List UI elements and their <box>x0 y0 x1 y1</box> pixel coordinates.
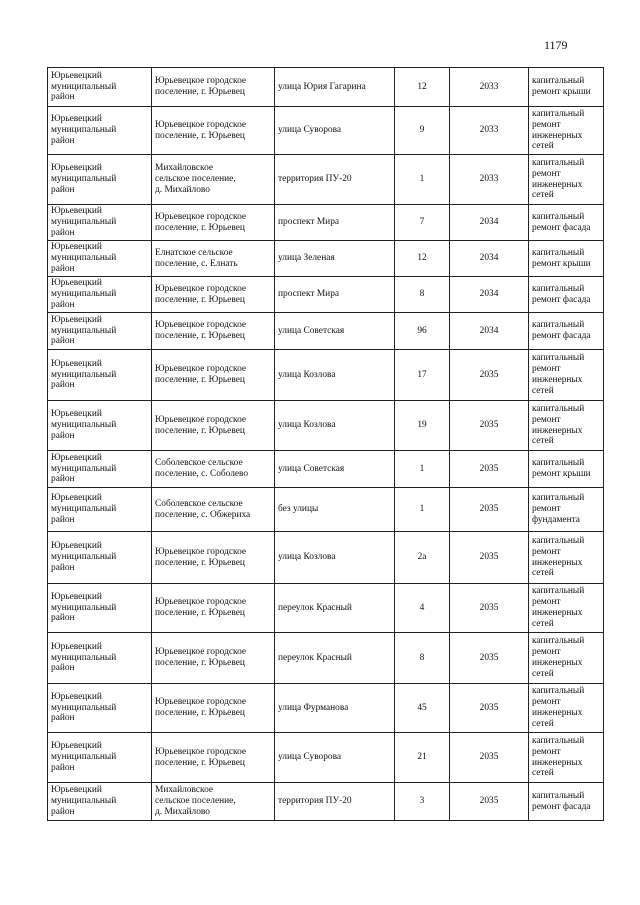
street-cell: проспект Мира <box>275 205 395 241</box>
year-cell: 2035 <box>450 488 529 532</box>
street-cell: без улицы <box>275 488 395 532</box>
settlement-cell: Соболевское сельское поселение, с. Соболево <box>152 451 275 488</box>
year-cell: 2034 <box>450 277 529 313</box>
settlement-cell: Юрьевецкое городское поселение, г. Юрьевец <box>152 350 275 401</box>
district-cell: Юрьевецкий муниципальный район <box>48 633 152 684</box>
house-number-cell: 12 <box>395 68 450 107</box>
street-cell: улица Козлова <box>275 401 395 451</box>
house-number-cell: 8 <box>395 633 450 684</box>
year-cell: 2035 <box>450 733 529 783</box>
year-cell: 2033 <box>450 68 529 107</box>
table-row <box>48 633 604 684</box>
district-cell: Юрьевецкий муниципальный район <box>48 205 152 241</box>
work-type-cell: капитальный ремонт инженерных сетей <box>529 350 604 401</box>
year-cell: 2035 <box>450 783 529 821</box>
settlement-cell: Юрьевецкое городское поселение, г. Юрьевец <box>152 205 275 241</box>
year-cell: 2033 <box>450 155 529 205</box>
street-cell: переулок Красный <box>275 584 395 633</box>
street-cell: территория ПУ-20 <box>275 155 395 205</box>
table-row <box>48 350 604 401</box>
work-type-cell: капитальный ремонт крыши <box>529 68 604 107</box>
work-type-cell: капитальный ремонт фасада <box>529 313 604 350</box>
settlement-cell: Юрьевецкое городское поселение, г. Юрьевец <box>152 313 275 350</box>
table-row <box>48 401 604 451</box>
house-number-cell: 1 <box>395 451 450 488</box>
district-cell: Юрьевецкий муниципальный район <box>48 684 152 733</box>
table-row <box>48 684 604 733</box>
table-row <box>48 488 604 532</box>
house-number-cell: 21 <box>395 733 450 783</box>
work-type-cell: капитальный ремонт инженерных сетей <box>529 107 604 155</box>
street-cell: улица Козлова <box>275 532 395 584</box>
house-number-cell: 7 <box>395 205 450 241</box>
year-cell: 2035 <box>450 532 529 584</box>
table-row <box>48 584 604 633</box>
house-number-cell: 45 <box>395 684 450 733</box>
house-number-cell: 96 <box>395 313 450 350</box>
district-cell: Юрьевецкий муниципальный район <box>48 241 152 277</box>
district-cell: Юрьевецкий муниципальный район <box>48 107 152 155</box>
work-type-cell: капитальный ремонт инженерных сетей <box>529 584 604 633</box>
table-row <box>48 205 604 241</box>
district-cell: Юрьевецкий муниципальный район <box>48 451 152 488</box>
district-cell: Юрьевецкий муниципальный район <box>48 155 152 205</box>
street-cell: улица Советская <box>275 313 395 350</box>
work-type-cell: капитальный ремонт инженерных сетей <box>529 633 604 684</box>
settlement-cell: Соболевское сельское поселение, с. Обжериха <box>152 488 275 532</box>
house-number-cell: 17 <box>395 350 450 401</box>
table-row <box>48 277 604 313</box>
settlement-cell: Юрьевецкое городское поселение, г. Юрьевец <box>152 733 275 783</box>
settlement-cell: Михайловское сельское поселение, д. Михайлово <box>152 783 275 821</box>
street-cell: улица Суворова <box>275 733 395 783</box>
settlement-cell: Юрьевецкое городское поселение, г. Юрьевец <box>152 532 275 584</box>
house-number-cell: 2а <box>395 532 450 584</box>
district-cell: Юрьевецкий муниципальный район <box>48 68 152 107</box>
settlement-cell: Михайловское сельское поселение, д. Михайлово <box>152 155 275 205</box>
house-number-cell: 9 <box>395 107 450 155</box>
work-type-cell: капитальный ремонт фасада <box>529 277 604 313</box>
street-cell: проспект Мира <box>275 277 395 313</box>
table-row <box>48 241 604 277</box>
street-cell: улица Зеленая <box>275 241 395 277</box>
table-row <box>48 155 604 205</box>
settlement-cell: Елнатское сельское поселение, с. Елнать <box>152 241 275 277</box>
table-row <box>48 783 604 821</box>
work-type-cell: капитальный ремонт инженерных сетей <box>529 401 604 451</box>
house-number-cell: 8 <box>395 277 450 313</box>
year-cell: 2035 <box>450 633 529 684</box>
street-cell: улица Суворова <box>275 107 395 155</box>
year-cell: 2035 <box>450 350 529 401</box>
work-type-cell: капитальный ремонт крыши <box>529 241 604 277</box>
table-row <box>48 733 604 783</box>
district-cell: Юрьевецкий муниципальный район <box>48 584 152 633</box>
table-row <box>48 313 604 350</box>
settlement-cell: Юрьевецкое городское поселение, г. Юрьевец <box>152 107 275 155</box>
work-type-cell: капитальный ремонт фундамента <box>529 488 604 532</box>
work-type-cell: капитальный ремонт инженерных сетей <box>529 532 604 584</box>
work-type-cell: капитальный ремонт инженерных сетей <box>529 733 604 783</box>
repair-schedule-table <box>47 67 604 821</box>
settlement-cell: Юрьевецкое городское поселение, г. Юрьевец <box>152 68 275 107</box>
table-row <box>48 532 604 584</box>
house-number-cell: 4 <box>395 584 450 633</box>
year-cell: 2035 <box>450 401 529 451</box>
district-cell: Юрьевецкий муниципальный район <box>48 277 152 313</box>
year-cell: 2034 <box>450 205 529 241</box>
table-row <box>48 451 604 488</box>
year-cell: 2034 <box>450 241 529 277</box>
year-cell: 2033 <box>450 107 529 155</box>
table-row <box>48 107 604 155</box>
settlement-cell: Юрьевецкое городское поселение, г. Юрьевец <box>152 633 275 684</box>
settlement-cell: Юрьевецкое городское поселение, г. Юрьевец <box>152 277 275 313</box>
year-cell: 2034 <box>450 313 529 350</box>
year-cell: 2035 <box>450 584 529 633</box>
district-cell: Юрьевецкий муниципальный район <box>48 532 152 584</box>
district-cell: Юрьевецкий муниципальный район <box>48 313 152 350</box>
house-number-cell: 3 <box>395 783 450 821</box>
year-cell: 2035 <box>450 684 529 733</box>
house-number-cell: 1 <box>395 488 450 532</box>
settlement-cell: Юрьевецкое городское поселение, г. Юрьевец <box>152 584 275 633</box>
street-cell: переулок Красный <box>275 633 395 684</box>
street-cell: территория ПУ-20 <box>275 783 395 821</box>
table-row <box>48 68 604 107</box>
street-cell: улица Козлова <box>275 350 395 401</box>
street-cell: улица Советская <box>275 451 395 488</box>
work-type-cell: капитальный ремонт фасада <box>529 205 604 241</box>
settlement-cell: Юрьевецкое городское поселение, г. Юрьевец <box>152 401 275 451</box>
work-type-cell: капитальный ремонт инженерных сетей <box>529 684 604 733</box>
year-cell: 2035 <box>450 451 529 488</box>
page-number: 1179 <box>544 38 568 52</box>
work-type-cell: капитальный ремонт фасада <box>529 783 604 821</box>
street-cell: улица Фурманова <box>275 684 395 733</box>
district-cell: Юрьевецкий муниципальный район <box>48 488 152 532</box>
house-number-cell: 19 <box>395 401 450 451</box>
street-cell: улица Юрия Гагарина <box>275 68 395 107</box>
district-cell: Юрьевецкий муниципальный район <box>48 733 152 783</box>
house-number-cell: 12 <box>395 241 450 277</box>
district-cell: Юрьевецкий муниципальный район <box>48 401 152 451</box>
house-number-cell: 1 <box>395 155 450 205</box>
work-type-cell: капитальный ремонт инженерных сетей <box>529 155 604 205</box>
work-type-cell: капитальный ремонт крыши <box>529 451 604 488</box>
repair-schedule-body <box>48 68 604 821</box>
district-cell: Юрьевецкий муниципальный район <box>48 350 152 401</box>
settlement-cell: Юрьевецкое городское поселение, г. Юрьевец <box>152 684 275 733</box>
district-cell: Юрьевецкий муниципальный район <box>48 783 152 821</box>
